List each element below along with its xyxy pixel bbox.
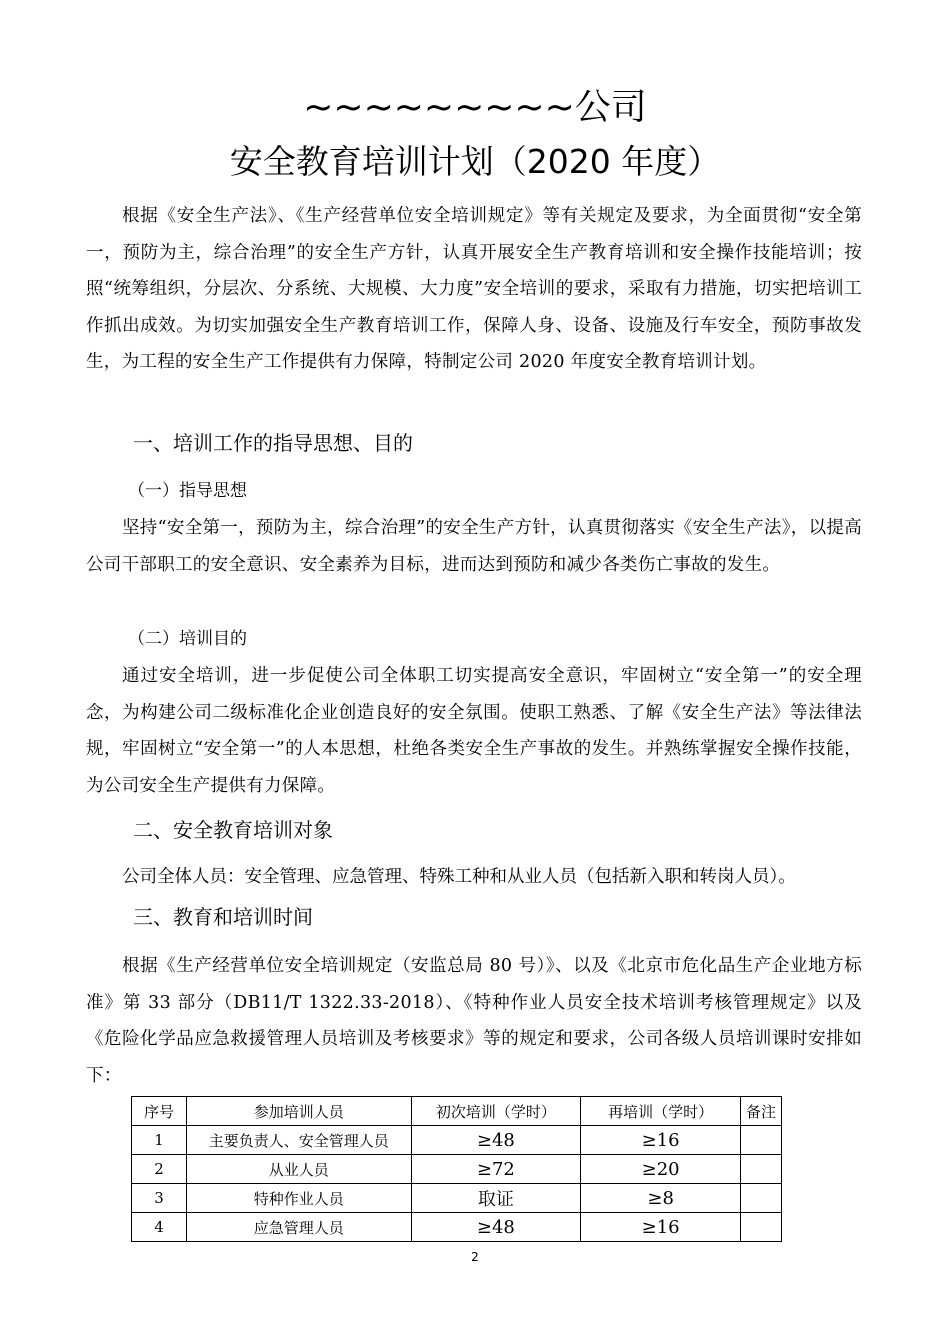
page-number: 2 [471, 1250, 479, 1264]
page-title: 安全教育培训计划（2020 年度） [229, 142, 721, 181]
cell-initial-hours: ≥48 [411, 1126, 581, 1155]
cell-index: 1 [132, 1126, 187, 1155]
cell-index: 3 [132, 1184, 187, 1213]
company-name: ~~~~~~~~~公司 [303, 87, 647, 128]
section1-sub1-paragraph: 坚持“安全第一，预防为主，综合治理”的安全生产方针，认真贯彻落实《安全生产法》，以提高公司干部职工的安全意识、安全素养为目标，进而达到预防和减少各类伤亡事故的发生。 [86, 518, 862, 575]
header-remarks: 备注 [741, 1097, 782, 1126]
cell-remarks [741, 1126, 782, 1155]
section1-sub2-paragraph: 通过安全培训，进一步促使公司全体职工切实提高安全意识，牢固树立“安全第一”的安全理念，为构建公司二级标准化企业创造良好的安全氛围。使职工熟悉、了解《安全生产法》等法律法规，牢固树立“安全第一”的人本思想，杜绝各类安全生产事故的发生。并熟练掌握安全操作技能，为公司安全生产提供有力保障。 [86, 666, 862, 796]
cell-participants: 特种作业人员 [186, 1184, 411, 1213]
cell-participants: 主要负责人、安全管理人员 [186, 1126, 411, 1155]
section3-heading: 三、教育和培训时间 [133, 905, 313, 929]
section1-sub1-heading: （一）指导思想 [128, 481, 247, 501]
cell-participants: 应急管理人员 [186, 1213, 411, 1242]
cell-remarks [741, 1184, 782, 1213]
cell-index: 4 [132, 1213, 187, 1242]
cell-remarks [741, 1213, 782, 1242]
cell-retraining-hours: ≥20 [581, 1155, 741, 1184]
header-participants: 参加培训人员 [186, 1097, 411, 1126]
header-retraining: 再培训（学时） [581, 1097, 741, 1126]
cell-participants: 从业人员 [186, 1155, 411, 1184]
cell-retraining-hours: ≥16 [581, 1126, 741, 1155]
cell-initial-hours: ≥48 [411, 1213, 581, 1242]
cell-retraining-hours: ≥8 [581, 1184, 741, 1213]
section1-heading: 一、培训工作的指导思想、目的 [133, 431, 413, 455]
header-index: 序号 [132, 1097, 187, 1126]
training-hours-table [131, 1096, 782, 1242]
cell-initial-hours: 取证 [411, 1184, 581, 1213]
section3-paragraph: 根据《生产经营单位安全培训规定（安监总局 80 号）》、以及《北京市危化品生产企业地方标准》第 33 部分（DB11/T 1322.33-2018）、《特种作业人员安全技术培训考核管理规定》以及《危险化学品应急救援管理人员培训及考核要求》等的规定和要求，公司各级人员培训课时安排如下： [86, 956, 862, 1086]
section2-paragraph: 公司全体人员：安全管理、应急管理、特殊工种和从业人员（包括新入职和转岗人员）。 [122, 867, 796, 887]
intro-paragraph: 根据《安全生产法》、《生产经营单位安全培训规定》等有关规定及要求，为全面贯彻“安全第一，预防为主，综合治理”的安全生产方针，认真开展安全生产教育培训和安全操作技能培训；按照“统筹组织，分层次、分系统、大规模、大力度”安全培训的要求，采取有力措施，切实把培训工作抓出成效。为切实加强安全生产教育培训工作，保障人身、设备、设施及行车安全，预防事故发生，为工程的安全生产工作提供有力保障，特制定公司 2020 年度安全教育培训计划。 [86, 206, 862, 373]
table-header-row [132, 1097, 782, 1126]
section2-heading: 二、安全教育培训对象 [133, 818, 333, 842]
cell-remarks [741, 1155, 782, 1184]
table-row [132, 1126, 782, 1155]
table-row [132, 1213, 782, 1242]
table-row [132, 1155, 782, 1184]
section1-sub2-heading: （二）培训目的 [128, 629, 247, 649]
cell-initial-hours: ≥72 [411, 1155, 581, 1184]
cell-retraining-hours: ≥16 [581, 1213, 741, 1242]
header-initial-training: 初次培训（学时） [411, 1097, 581, 1126]
table-row [132, 1184, 782, 1213]
cell-index: 2 [132, 1155, 187, 1184]
